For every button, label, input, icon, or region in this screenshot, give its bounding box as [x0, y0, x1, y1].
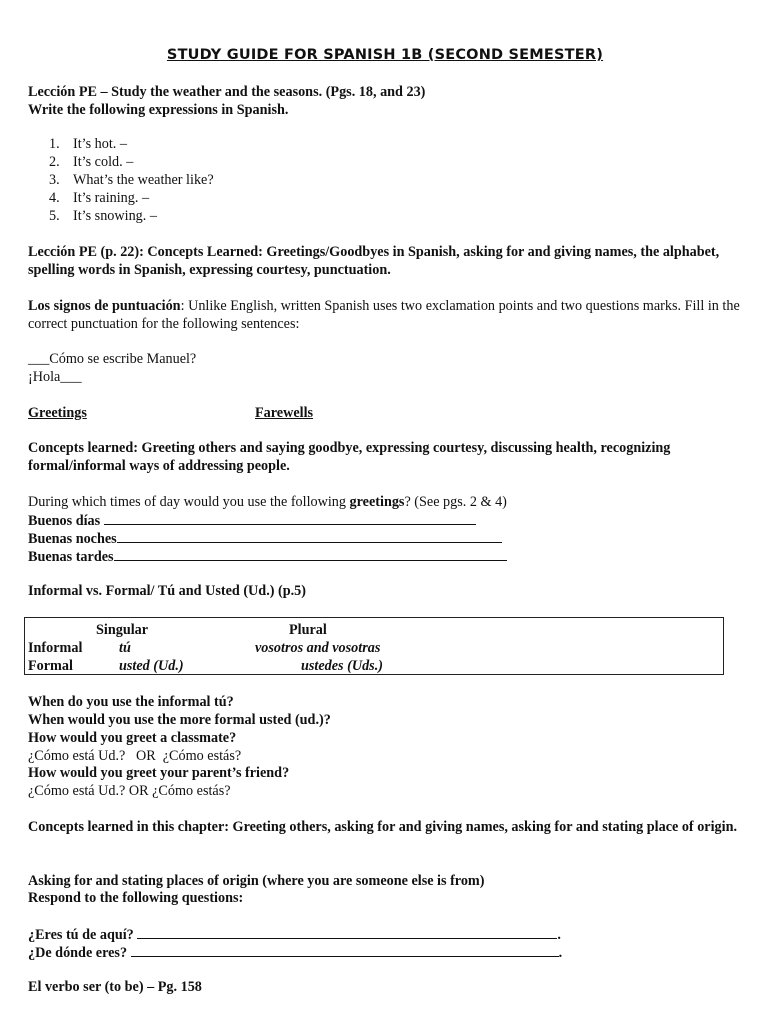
formal-plural-cell: ustedes (Uds.): [301, 658, 383, 674]
answer-blank[interactable]: [114, 547, 507, 561]
formal-informal-heading: Informal vs. Formal/ Tú and Usted (Ud.) (p.5): [28, 583, 306, 599]
question-tu: When do you use the informal tú?: [28, 694, 234, 710]
concepts-learned-greetings: Concepts learned: Greeting others and saying goodbye, expressing courtesy, discussing health, recognizing formal/informal ways of addressing people.: [28, 440, 671, 474]
leccion1-heading: Lección PE – Study the weather and the seasons. (Pgs. 18, and 23): [28, 84, 426, 100]
col-plural-header: Plural: [289, 622, 327, 638]
de-donde-eres-row: ¿De dónde eres? .: [28, 945, 563, 961]
question-parents-friend: How would you greet your parent’s friend?: [28, 765, 290, 781]
leccion2-heading: Lección PE (p. 22): Concepts Learned: Greetings/Goodbyes in Spanish, asking for and giving names, the alphabet, spelling words in Spanish, expressing courtesy, punctuation.: [28, 244, 720, 278]
punctuation-text: : Unlike English, written Spanish uses two exclamation points and two questions marks. Fill in the correct punctuation for the following sentences:: [28, 298, 740, 332]
eres-de-aqui-row: ¿Eres tú de aquí? .: [28, 927, 561, 943]
row-informal-label: Informal: [28, 640, 83, 656]
punctuation-paragraph: [28, 297, 743, 333]
origin-instruction: Respond to the following questions:: [28, 890, 244, 906]
answer-blank[interactable]: [117, 529, 502, 543]
punctuation-line-2: ¡Hola___: [28, 369, 82, 385]
verbo-ser-heading: El verbo ser (to be) – Pg. 158: [28, 979, 202, 995]
page-title: STUDY GUIDE FOR SPANISH 1B (SECOND SEMESTER): [166, 47, 604, 63]
punctuation-label: Los signos de puntuación: [28, 298, 181, 314]
answer-blank[interactable]: [104, 511, 476, 525]
leccion1-instruction: Write the following expressions in Spanish.: [28, 102, 289, 118]
list-item: 3. What’s the weather like?: [49, 172, 214, 188]
question-usted: When would you use the more formal usted (ud.)?: [28, 712, 331, 728]
list-item: 2. It’s cold. –: [49, 154, 134, 170]
list-item: 5. It’s snowing. –: [49, 208, 157, 224]
informal-singular-cell: tú: [119, 640, 131, 656]
punctuation-line-1: ___Cómo se escribe Manuel?: [28, 351, 197, 367]
buenas-tardes-row: Buenas tardes: [28, 547, 507, 566]
formal-singular-cell: usted (Ud.): [119, 658, 184, 674]
answer-classmate: ¿Cómo está Ud.? OR ¿Cómo estás?: [28, 748, 242, 764]
answer-blank[interactable]: [131, 943, 559, 957]
greetings-heading: Greetings: [28, 405, 87, 421]
list-item: 1. It’s hot. –: [49, 136, 127, 152]
farewells-heading: Farewells: [255, 405, 314, 421]
question-classmate: How would you greet a classmate?: [28, 730, 237, 746]
buenas-noches-row: Buenas noches: [28, 529, 502, 548]
row-formal-label: Formal: [28, 658, 73, 674]
concepts-learned-chapter: Concepts learned in this chapter: Greeting others, asking for and giving names, asking for and stating place of origin.: [28, 819, 738, 835]
answer-parents-friend: ¿Cómo está Ud.? OR ¿Cómo estás?: [28, 783, 231, 799]
tu-usted-table: [24, 617, 724, 675]
buenos-dias-row: Buenos días: [28, 511, 476, 530]
list-item: 4. It’s raining. –: [49, 190, 150, 206]
col-singular-header: Singular: [96, 622, 149, 638]
informal-plural-cell: vosotros and vosotras: [255, 640, 381, 656]
weather-expression-list: [28, 135, 214, 225]
times-of-day-question: During which times of day would you use the following greetings? (See pgs. 2 & 4): [28, 494, 507, 510]
origin-heading: Asking for and stating places of origin (where you are someone else is from): [28, 873, 485, 889]
answer-blank[interactable]: [137, 925, 557, 939]
